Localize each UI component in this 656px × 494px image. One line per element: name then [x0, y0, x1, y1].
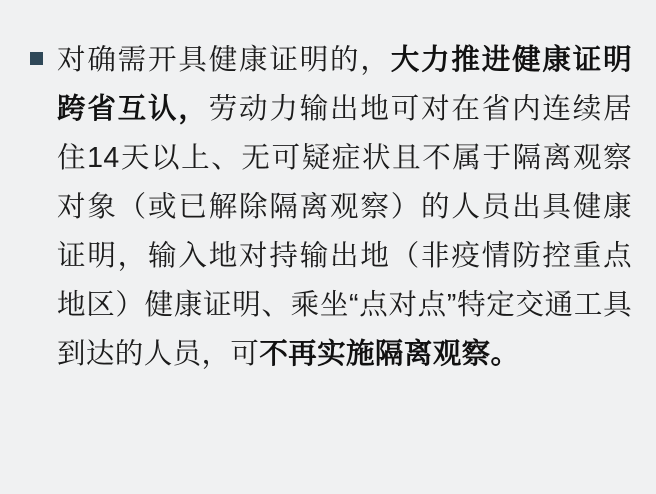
paragraph-text	[57, 36, 632, 379]
paragraph-segment-2: 劳动力输出地可对在省内连续居住14天以上、无可疑症状且不属于隔离观察对象（或已解除隔离观察）的人员出具健康证明，输入地对持输出地（非疫情防控重点地区）健康证明、乘坐“点对点”特定交通工具到达的人员，可	[57, 93, 632, 370]
bullet-paragraph-block	[30, 36, 632, 379]
square-bullet-icon	[30, 52, 43, 65]
paragraph-segment-1: 大力推进健康证明跨省互认，	[57, 44, 633, 125]
paragraph-segment-3: 不再实施隔离观察。	[259, 338, 520, 370]
paragraph-segment-0: 对确需开具健康证明的，	[57, 44, 391, 76]
